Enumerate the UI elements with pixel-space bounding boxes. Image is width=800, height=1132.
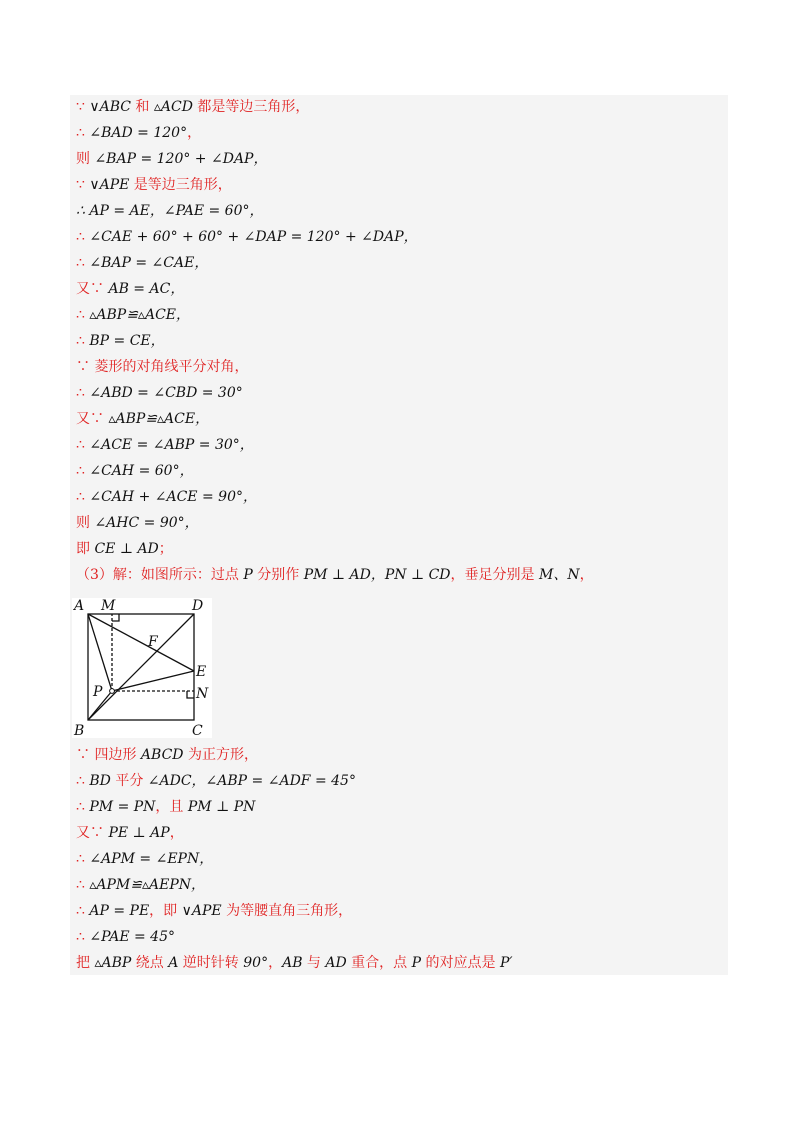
proof-line	[76, 122, 201, 144]
proof-text: ∠ACE = ∠ABP = 30°	[89, 437, 240, 453]
label-f: F	[148, 634, 158, 650]
proof-text: ∴	[76, 229, 90, 245]
proof-line	[76, 330, 165, 352]
proof-text: 和	[130, 99, 154, 115]
proof-text: ∠CAH = 60°	[89, 463, 180, 479]
proof-text: ∴	[76, 851, 90, 867]
proof-line	[76, 200, 264, 222]
right-angle-n	[187, 691, 194, 698]
proof-text: ∴	[76, 877, 90, 893]
proof-text: PM = PN	[89, 799, 156, 815]
proof-text: ∨APE	[181, 903, 222, 919]
proof-text: ▵APM≌▵AEPN	[89, 877, 192, 893]
proof-text: ；	[158, 541, 173, 557]
proof-text: ∠PAE = 45°	[89, 929, 175, 945]
label-c: C	[192, 723, 203, 738]
right-angle-m	[112, 614, 119, 621]
proof-line	[76, 848, 213, 870]
proof-text: AB	[282, 955, 303, 971]
proof-text: ，	[403, 229, 418, 245]
proof-text: ▵ABP	[94, 955, 132, 971]
proof-text: ∴	[76, 333, 90, 349]
proof-text: ，垂足分别是	[450, 567, 539, 583]
proof-line	[76, 278, 184, 300]
proof-text: （3）解：如图所示：过点	[76, 567, 244, 583]
proof-line	[76, 744, 258, 766]
proof-line	[76, 226, 418, 248]
proof-text: ∴ AP = AE，∠PAE = 60°，	[76, 203, 264, 219]
proof-text: PM ⊥ AD，PN ⊥ CD	[303, 567, 451, 583]
proof-text: ，	[169, 825, 184, 841]
proof-text: ∴	[76, 385, 90, 401]
proof-text: ，	[195, 411, 210, 427]
proof-line	[76, 252, 208, 274]
proof-text: M、N	[538, 567, 580, 583]
proof-text: 又∵	[76, 411, 109, 427]
proof-line	[76, 382, 243, 404]
segment-pe	[112, 671, 194, 691]
proof-text: CE ⊥ AD	[94, 541, 159, 557]
label-p: P	[93, 684, 103, 700]
proof-line	[76, 538, 173, 560]
proof-text: ∠CAE + 60° + 60° + ∠DAP = 120° + ∠DAP	[89, 229, 404, 245]
proof-text: 即	[76, 541, 95, 557]
proof-line	[76, 408, 209, 430]
proof-text: PM ⊥ PN	[187, 799, 256, 815]
proof-text: ▵ABP≌▵ACE	[89, 307, 177, 323]
proof-text: 分别作	[252, 567, 304, 583]
proof-text: ∵ 菱形的对角线平分对角，	[76, 359, 249, 375]
proof-text: ∨ABC	[89, 99, 131, 115]
proof-line	[76, 460, 194, 482]
proof-text: ∵ 四边形	[76, 747, 141, 763]
proof-text: ，	[579, 567, 594, 583]
label-d: D	[192, 598, 204, 614]
proof-text: ，	[194, 255, 209, 271]
proof-line	[76, 434, 254, 456]
proof-text: 绕点	[131, 955, 169, 971]
proof-text: ∴	[76, 437, 90, 453]
proof-text: 与	[302, 955, 326, 971]
proof-text: ∴	[76, 489, 90, 505]
proof-text: 的对应点是	[421, 955, 500, 971]
proof-text: 又∵	[76, 281, 109, 297]
proof-text: ∴	[76, 255, 90, 271]
proof-text: 重合，点	[346, 955, 412, 971]
proof-text: ∠BAP = 120° + ∠DAP	[94, 151, 254, 167]
proof-text: A	[168, 955, 179, 971]
proof-text: ∵	[76, 177, 90, 193]
proof-text: P	[411, 955, 422, 971]
proof-line	[76, 952, 513, 974]
proof-text: ，	[191, 877, 206, 893]
proof-text: ∠BAP = ∠CAE	[89, 255, 195, 271]
proof-text: ∠AHC = 90°	[94, 515, 185, 531]
proof-line	[76, 926, 175, 948]
proof-text: ∠BAD = 120°	[89, 125, 188, 141]
label-b: B	[74, 723, 85, 738]
proof-text: P	[243, 567, 253, 583]
proof-text: ，	[242, 489, 257, 505]
proof-text: ，	[268, 955, 283, 971]
proof-text: 则	[76, 151, 95, 167]
proof-text: 为等腰直角三角形，	[221, 903, 353, 919]
proof-text: ，	[184, 515, 199, 531]
proof-text: ∴	[76, 773, 90, 789]
proof-text: PE ⊥ AP	[108, 825, 170, 841]
proof-text: 把	[76, 955, 95, 971]
proof-text: ▵ABP≌▵ACE	[108, 411, 196, 427]
proof-text: ∴	[76, 125, 90, 141]
proof-text: ∠APM = ∠EPN	[89, 851, 200, 867]
proof-text: 是等边三角形，	[129, 177, 232, 193]
proof-text: ∠CAH + ∠ACE = 90°	[89, 489, 243, 505]
proof-text: AP = PE	[89, 903, 150, 919]
proof-line	[76, 356, 248, 378]
proof-text: 则	[76, 515, 95, 531]
proof-text: 平分	[110, 773, 148, 789]
proof-text: ，即	[149, 903, 182, 919]
point-p	[110, 689, 115, 694]
proof-line	[76, 770, 356, 792]
proof-text: ∠ABD = ∠CBD = 30°	[89, 385, 243, 401]
proof-text: ，	[150, 333, 165, 349]
proof-text: 为正方形，	[183, 747, 258, 763]
proof-line	[76, 174, 232, 196]
proof-text: 都是等边三角形，	[192, 99, 310, 115]
proof-text: ∨APE	[89, 177, 130, 193]
proof-text: ，	[170, 281, 185, 297]
proof-line	[76, 874, 205, 896]
proof-text: ABCD	[140, 747, 184, 763]
proof-text: ∴	[76, 799, 90, 815]
proof-text: ∠ADC，∠ABP = ∠ADF = 45°	[147, 773, 356, 789]
proof-text: ，且	[155, 799, 188, 815]
label-a: A	[74, 598, 85, 614]
proof-text: AD	[325, 955, 347, 971]
proof-text: BP = CE	[89, 333, 151, 349]
label-n: N	[196, 686, 209, 702]
proof-text: ∵	[76, 99, 90, 115]
proof-line	[76, 900, 352, 922]
segment-ae	[88, 614, 194, 671]
proof-text: ∴	[76, 903, 90, 919]
proof-text: 90°	[243, 955, 269, 971]
square-figure	[72, 598, 212, 738]
proof-line	[76, 96, 309, 118]
proof-line	[76, 512, 199, 534]
proof-text: 又∵	[76, 825, 109, 841]
proof-text: BD	[89, 773, 111, 789]
proof-text: ，	[187, 125, 202, 141]
proof-text: P′	[499, 955, 513, 971]
proof-line	[76, 564, 594, 586]
label-m: M	[101, 598, 116, 614]
proof-text: ▵ACD	[153, 99, 193, 115]
proof-text: ，	[176, 307, 191, 323]
proof-text: 逆时针转	[178, 955, 244, 971]
proof-line	[76, 148, 267, 170]
proof-text: ，	[179, 463, 194, 479]
proof-line	[76, 822, 184, 844]
proof-text: ∴	[76, 463, 90, 479]
proof-text: ，	[239, 437, 254, 453]
proof-text: ∴	[76, 307, 90, 323]
proof-text: ∴	[76, 929, 90, 945]
proof-text: ，	[199, 851, 214, 867]
proof-line	[76, 796, 255, 818]
label-e: E	[196, 664, 207, 680]
proof-text: AB = AC	[108, 281, 171, 297]
proof-line	[76, 304, 190, 326]
proof-line	[76, 486, 257, 508]
proof-text: ，	[253, 151, 268, 167]
